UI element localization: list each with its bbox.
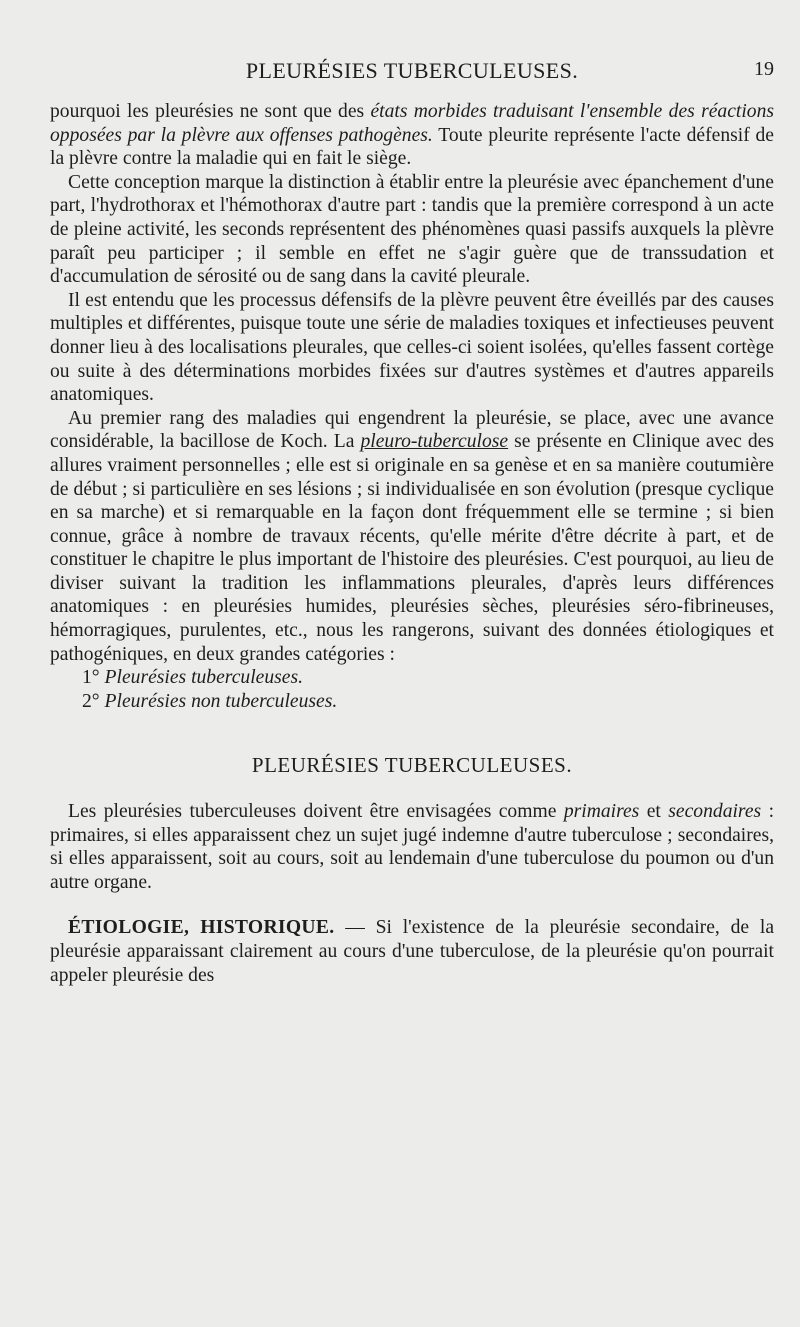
paragraph-4-start: Au premier rang des maladies qui engendrent la pleurésie, se place, avec une avance considérable, la bacillose de Koch. La <box>50 407 774 453</box>
paragraph-4-italic: pleuro-tuberculose <box>360 431 509 453</box>
paragraph-4 <box>50 407 774 667</box>
section-title: PLEURÉSIES TUBERCULEUSES. <box>251 753 573 778</box>
paragraph-1 <box>50 100 774 171</box>
paragraph-5 <box>50 800 774 894</box>
paragraph-4-end: se présente en Clinique avec des allures vraiment personnelles ; elle est si originale en sa genèse et en sa manière coutumière de début ; si particulière en ses lésions ; si individualisée en son évolution (presque cyclique en sa marche) et si remarquable en la façon dont fréquemment elle se termine ; si bien connue, grâce à nombre de travaux récents, qu'elle mérite d'être décrite à part, et de constituer le chapitre le plus important de l'histoire des pleurésies. C'est pourquoi, au lieu de diviser suivant la tradition les inflammations pleurales, d'après leurs différences anatomiques : en pleurésies humides, pleurésies sèches, pleurésies séro-fibrineuses, hémorragiques, purulentes, etc., nous les rangerons, suivant des données étiologiques et pathogéniques, en deux grandes catégories : <box>50 431 774 665</box>
paragraph-1-end: Toute pleurite représente l'acte défensif de la plèvre contre la maladie qui en fait le siège. <box>50 124 774 170</box>
paragraph-3: Il est entendu que les processus défensifs de la plèvre peuvent être éveillés par des causes multiples et différentes, puisque toute une série de maladies toxiques et infectieuses peuvent donner lieu à des localisations pleurales, que celles-ci soient isolées, qu'elles fassent cortège ou suite à des déterminations morbides fixées sur d'autres systèmes et d'autres appareils anatomiques. <box>50 289 774 406</box>
list-item-2 <box>50 690 774 714</box>
paragraph-5-italic-secondaires: secondaires <box>668 801 762 823</box>
paragraph-6-text: — Si l'existence de la pleurésie secondaire, de la pleurésie apparaissant clairement au cours d'une tuberculose, de la pleurésie qu'on pourrait appeler pleurésie des <box>50 917 775 986</box>
paragraph-5-part-c: et <box>639 801 669 823</box>
list-item-2-text: Pleurésies non tuberculeuses. <box>104 690 338 712</box>
paragraph-5-part-e: : primaires, si elles apparaissent chez un sujet jugé indemne d'autre tuberculose ; secondaires, si elles apparaissent, soit au cours, soit au lendemain d'une tuberculose du poumon ou d'un autre organe. <box>50 801 775 893</box>
paragraph-1-italic: états morbides traduisant l'ensemble des réactions opposées par la plèvre aux offenses pathogènes. <box>50 101 775 146</box>
list-item-1 <box>50 666 774 690</box>
paragraph-6-heading: ÉTIOLOGIE, HISTORIQUE. <box>68 917 335 939</box>
paragraph-1-start: pourquoi les pleurésies ne sont que des <box>50 101 371 122</box>
running-title: PLEURÉSIES TUBERCULEUSES. <box>245 58 579 83</box>
list-item-1-number: 1° <box>82 667 100 689</box>
paragraph-6 <box>50 916 774 987</box>
paragraph-5-italic-primaires: primaires <box>563 801 640 823</box>
list-item-1-text: Pleurésies tuberculeuses. <box>104 667 303 689</box>
body-text <box>50 100 774 987</box>
list-item-2-number: 2° <box>82 690 100 712</box>
paragraph-2: Cette conception marque la distinction à établir entre la pleurésie avec épanchement d'une part, l'hydrothorax et l'hémothorax d'autre part : tandis que la première correspond à un acte de pleine activité, les seconds représentent des phénomènes quasi passifs auxquels la plèvre paraît peu participer ; il semble en effet ne s'agir guère que de transsudation et d'accumulation de sérosité ou de sang dans la cavité pleurale. <box>50 171 774 288</box>
page-number: 19 <box>754 58 774 80</box>
paragraph-5-part-a: Les pleurésies tuberculeuses doivent être envisagées comme <box>68 801 564 823</box>
running-head <box>50 58 774 88</box>
